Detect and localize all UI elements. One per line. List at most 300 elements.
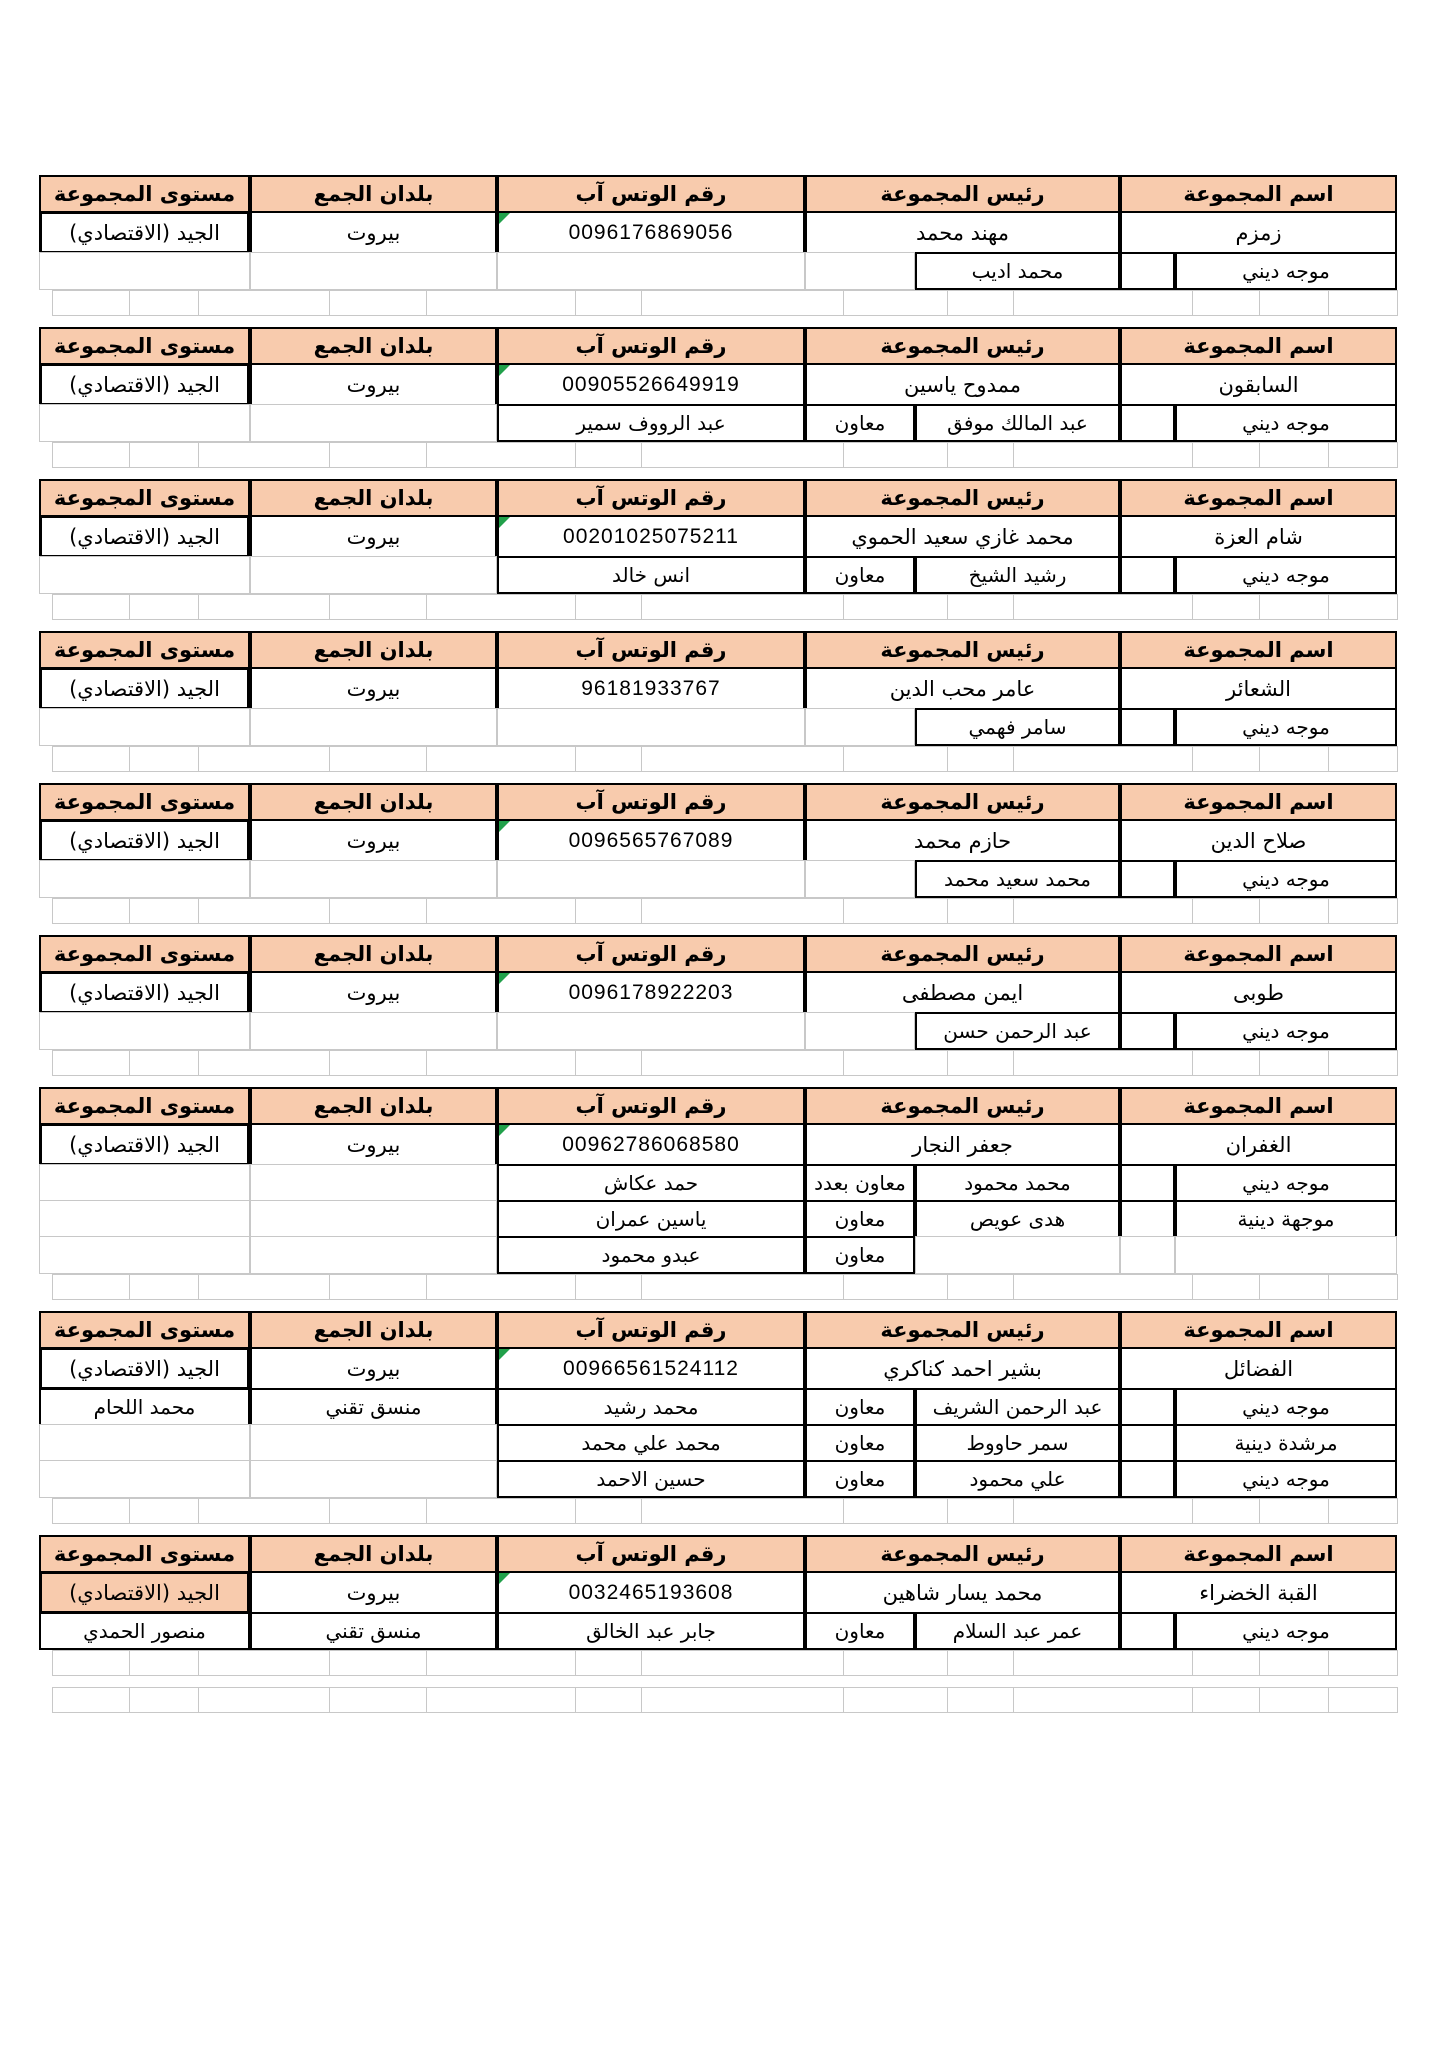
empty-grid-cell[interactable] xyxy=(329,1498,427,1524)
column-header-whatsapp[interactable]: رقم الوتس آب xyxy=(497,631,805,669)
group-name-cell[interactable]: القبة الخضراء xyxy=(1120,1571,1397,1614)
assistant-cell[interactable]: معاون xyxy=(805,1424,915,1462)
empty-grid-cell[interactable] xyxy=(129,1498,199,1524)
level-cell[interactable]: الجيد (الاقتصادي) xyxy=(39,819,250,862)
empty-grid-cell[interactable] xyxy=(129,746,199,772)
column-header-leader[interactable]: رئيس المجموعة xyxy=(805,783,1120,821)
leader-cell[interactable]: ايمن مصطفى xyxy=(805,971,1120,1014)
staff-person-cell[interactable]: محمد اديب xyxy=(915,252,1120,290)
staff-role-cell[interactable]: موجه ديني xyxy=(1175,404,1397,442)
empty-grid-cell[interactable] xyxy=(1328,1274,1398,1300)
column-header-level[interactable]: مستوى المجموعة xyxy=(39,631,250,669)
country-cell[interactable]: بيروت xyxy=(250,819,497,862)
empty-grid-cell[interactable] xyxy=(426,1650,576,1676)
country-cell[interactable]: بيروت xyxy=(250,1347,497,1390)
empty-grid-cell[interactable] xyxy=(1259,594,1329,620)
column-header-group-name[interactable]: اسم المجموعة xyxy=(1120,631,1397,669)
empty-grid-cell[interactable] xyxy=(947,1687,1014,1713)
staff-second-person-cell[interactable]: محمد رشيد xyxy=(497,1388,805,1426)
group-name-cell[interactable]: الشعائر xyxy=(1120,667,1397,710)
empty-grid-cell[interactable] xyxy=(843,1650,948,1676)
empty-grid-cell[interactable] xyxy=(329,1650,427,1676)
assistant-cell[interactable]: معاون xyxy=(805,404,915,442)
empty-grid-cell[interactable] xyxy=(1013,1650,1193,1676)
empty-grid-cell[interactable] xyxy=(843,1498,948,1524)
staff-second-person-cell[interactable]: عبد الرووف سمير xyxy=(497,404,805,442)
column-header-whatsapp[interactable]: رقم الوتس آب xyxy=(497,935,805,973)
empty-grid-cell[interactable] xyxy=(198,1498,330,1524)
empty-grid-cell[interactable] xyxy=(1192,1687,1260,1713)
empty-grid-cell[interactable] xyxy=(1192,746,1260,772)
column-header-whatsapp[interactable]: رقم الوتس آب xyxy=(497,479,805,517)
tech-role-cell[interactable]: منسق تقني xyxy=(250,1388,497,1426)
empty-grid-cell[interactable] xyxy=(426,898,576,924)
empty-grid-cell[interactable] xyxy=(1013,1274,1193,1300)
assistant-cell[interactable]: معاون xyxy=(805,1200,915,1238)
tech-person-cell[interactable] xyxy=(39,708,250,746)
column-header-level[interactable]: مستوى المجموعة xyxy=(39,783,250,821)
empty-grid-cell[interactable] xyxy=(426,1050,576,1076)
column-header-whatsapp[interactable]: رقم الوتس آب xyxy=(497,327,805,365)
empty-grid-cell[interactable] xyxy=(1328,1498,1398,1524)
column-header-leader[interactable]: رئيس المجموعة xyxy=(805,1311,1120,1349)
assistant-cell[interactable] xyxy=(805,860,915,898)
column-header-level[interactable]: مستوى المجموعة xyxy=(39,1535,250,1573)
staff-role-spacer-cell xyxy=(1120,1612,1175,1650)
staff-person-cell[interactable]: سامر فهمي xyxy=(915,708,1120,746)
column-header-group-name[interactable]: اسم المجموعة xyxy=(1120,935,1397,973)
empty-grid-cell[interactable] xyxy=(1013,594,1193,620)
assistant-cell[interactable]: معاون xyxy=(805,1460,915,1498)
empty-grid-cell[interactable] xyxy=(1192,1274,1260,1300)
empty-grid-cell[interactable] xyxy=(1328,1650,1398,1676)
empty-grid-cell[interactable] xyxy=(1328,442,1398,468)
staff-role-cell[interactable]: موجه ديني xyxy=(1175,1612,1397,1650)
assistant-cell[interactable]: معاون xyxy=(805,1388,915,1426)
tech-role-cell[interactable] xyxy=(250,556,497,594)
column-header-leader[interactable]: رئيس المجموعة xyxy=(805,1535,1120,1573)
empty-grid-cell[interactable] xyxy=(843,1050,948,1076)
empty-grid-cell[interactable] xyxy=(198,290,330,316)
column-header-leader[interactable]: رئيس المجموعة xyxy=(805,631,1120,669)
empty-grid-cell[interactable] xyxy=(1192,290,1260,316)
column-header-group-name[interactable]: اسم المجموعة xyxy=(1120,1087,1397,1125)
empty-grid-cell[interactable] xyxy=(641,1274,844,1300)
empty-grid-cell[interactable] xyxy=(947,1498,1014,1524)
tech-role-cell[interactable] xyxy=(250,860,497,898)
tech-person-cell[interactable] xyxy=(39,1236,250,1274)
empty-grid-cell[interactable] xyxy=(1328,1687,1398,1713)
group-name-cell[interactable]: زمزم xyxy=(1120,211,1397,254)
staff-person-cell[interactable] xyxy=(915,1236,1120,1274)
empty-grid-cell[interactable] xyxy=(1192,898,1260,924)
group-name-cell[interactable]: صلاح الدين xyxy=(1120,819,1397,862)
assistant-cell[interactable]: معاون xyxy=(805,1612,915,1650)
leader-cell[interactable]: جعفر النجار xyxy=(805,1123,1120,1166)
empty-grid-cell[interactable] xyxy=(198,594,330,620)
staff-person-cell[interactable]: عمر عبد السلام xyxy=(915,1612,1120,1650)
column-header-level[interactable]: مستوى المجموعة xyxy=(39,327,250,365)
level-cell[interactable]: الجيد (الاقتصادي) xyxy=(39,667,250,710)
leader-cell[interactable]: بشير احمد كناكري xyxy=(805,1347,1120,1390)
column-header-group-name[interactable]: اسم المجموعة xyxy=(1120,1311,1397,1349)
group-name-cell[interactable]: السابقون xyxy=(1120,363,1397,406)
empty-grid-cell[interactable] xyxy=(129,290,199,316)
empty-grid-cell[interactable] xyxy=(52,1498,130,1524)
whatsapp-cell[interactable]: 00966561524112 xyxy=(497,1347,805,1390)
empty-grid-cell[interactable] xyxy=(947,442,1014,468)
staff-second-person-cell[interactable]: عبدو محمود xyxy=(497,1236,805,1274)
tech-role-cell[interactable] xyxy=(250,1200,497,1238)
column-header-countries[interactable]: بلدان الجمع xyxy=(250,783,497,821)
column-header-whatsapp[interactable]: رقم الوتس آب xyxy=(497,783,805,821)
country-cell[interactable]: بيروت xyxy=(250,211,497,254)
empty-grid-cell[interactable] xyxy=(129,898,199,924)
tech-role-cell[interactable] xyxy=(250,1236,497,1274)
staff-second-person-cell[interactable] xyxy=(497,252,805,290)
empty-grid-cell[interactable] xyxy=(52,442,130,468)
empty-grid-cell[interactable] xyxy=(1013,442,1193,468)
staff-person-cell[interactable]: سمر حاووط xyxy=(915,1424,1120,1462)
empty-grid-cell[interactable] xyxy=(1192,442,1260,468)
empty-grid-cell[interactable] xyxy=(947,898,1014,924)
tech-role-cell[interactable] xyxy=(250,1164,497,1202)
leader-cell[interactable]: محمد غازي سعيد الحموي xyxy=(805,515,1120,558)
empty-grid-cell[interactable] xyxy=(843,898,948,924)
empty-grid-cell[interactable] xyxy=(198,746,330,772)
whatsapp-cell[interactable]: 00962786068580 xyxy=(497,1123,805,1166)
staff-person-cell[interactable]: محمد محمود xyxy=(915,1164,1120,1202)
empty-grid-cell[interactable] xyxy=(1259,1650,1329,1676)
staff-role-cell[interactable]: موجه ديني xyxy=(1175,252,1397,290)
column-header-leader[interactable]: رئيس المجموعة xyxy=(805,1087,1120,1125)
staff-role-cell[interactable]: موجه ديني xyxy=(1175,708,1397,746)
column-header-group-name[interactable]: اسم المجموعة xyxy=(1120,327,1397,365)
assistant-cell[interactable] xyxy=(805,708,915,746)
staff-role-cell[interactable]: موجه ديني xyxy=(1175,1460,1397,1498)
empty-grid-cell[interactable] xyxy=(1013,290,1193,316)
empty-grid-cell[interactable] xyxy=(641,442,844,468)
empty-grid-cell[interactable] xyxy=(843,746,948,772)
column-header-countries[interactable]: بلدان الجمع xyxy=(250,935,497,973)
leader-cell[interactable]: عامر محب الدين xyxy=(805,667,1120,710)
column-header-countries[interactable]: بلدان الجمع xyxy=(250,175,497,213)
staff-second-person-cell[interactable] xyxy=(497,708,805,746)
whatsapp-cell[interactable]: 00201025075211 xyxy=(497,515,805,558)
assistant-cell[interactable]: معاون بعدد xyxy=(805,1164,915,1202)
staff-person-cell[interactable]: عبد المالك موفق xyxy=(915,404,1120,442)
column-header-leader[interactable]: رئيس المجموعة xyxy=(805,479,1120,517)
group-name-cell[interactable]: الغفران xyxy=(1120,1123,1397,1166)
empty-grid-cell[interactable] xyxy=(641,746,844,772)
empty-grid-cell[interactable] xyxy=(947,1050,1014,1076)
whatsapp-cell[interactable]: 0032465193608 xyxy=(497,1571,805,1614)
empty-grid-cell[interactable] xyxy=(1013,746,1193,772)
empty-grid-cell[interactable] xyxy=(329,1687,427,1713)
leader-cell[interactable]: ممدوح ياسين xyxy=(805,363,1120,406)
empty-grid-cell[interactable] xyxy=(1192,1498,1260,1524)
empty-grid-cell[interactable] xyxy=(198,1274,330,1300)
level-cell[interactable]: الجيد (الاقتصادي) xyxy=(39,971,250,1014)
tech-role-cell[interactable] xyxy=(250,1012,497,1050)
column-header-level[interactable]: مستوى المجموعة xyxy=(39,935,250,973)
staff-person-cell[interactable]: عبد الرحمن حسن xyxy=(915,1012,1120,1050)
empty-grid-cell[interactable] xyxy=(843,290,948,316)
empty-grid-cell[interactable] xyxy=(129,1650,199,1676)
tech-role-cell[interactable] xyxy=(250,1424,497,1462)
column-header-whatsapp[interactable]: رقم الوتس آب xyxy=(497,1311,805,1349)
staff-second-person-cell[interactable]: حسين الاحمد xyxy=(497,1460,805,1498)
staff-person-cell[interactable]: عبد الرحمن الشريف xyxy=(915,1388,1120,1426)
empty-grid-cell[interactable] xyxy=(426,1498,576,1524)
tech-person-cell[interactable] xyxy=(39,404,250,442)
empty-grid-cell[interactable] xyxy=(52,1274,130,1300)
column-header-whatsapp[interactable]: رقم الوتس آب xyxy=(497,1087,805,1125)
tech-role-cell[interactable] xyxy=(250,252,497,290)
group-name-cell[interactable]: شام العزة xyxy=(1120,515,1397,558)
whatsapp-cell[interactable]: 0096565767089 xyxy=(497,819,805,862)
level-cell[interactable]: الجيد (الاقتصادي) xyxy=(39,363,250,406)
empty-grid-cell[interactable] xyxy=(641,594,844,620)
empty-grid-cell[interactable] xyxy=(52,746,130,772)
empty-grid-cell[interactable] xyxy=(843,1687,948,1713)
whatsapp-cell[interactable]: 0096176869056 xyxy=(497,211,805,254)
staff-second-person-cell[interactable]: محمد علي محمد xyxy=(497,1424,805,1462)
empty-grid-cell[interactable] xyxy=(1328,1050,1398,1076)
country-cell[interactable]: بيروت xyxy=(250,971,497,1014)
column-header-countries[interactable]: بلدان الجمع xyxy=(250,631,497,669)
staff-role-cell[interactable]: موجه ديني xyxy=(1175,1012,1397,1050)
tech-role-cell[interactable] xyxy=(250,708,497,746)
empty-grid-cell[interactable] xyxy=(52,1650,130,1676)
empty-grid-cell[interactable] xyxy=(575,1650,642,1676)
empty-grid-cell[interactable] xyxy=(947,290,1014,316)
staff-role-cell[interactable]: موجه ديني xyxy=(1175,556,1397,594)
empty-grid-cell[interactable] xyxy=(1259,442,1329,468)
staff-person-cell[interactable]: هدى عويص xyxy=(915,1200,1120,1238)
level-cell[interactable]: الجيد (الاقتصادي) xyxy=(39,211,250,254)
staff-role-cell[interactable]: موجهة دينية xyxy=(1175,1200,1397,1238)
empty-grid-cell[interactable] xyxy=(198,1687,330,1713)
empty-grid-cell[interactable] xyxy=(329,1050,427,1076)
empty-grid-cell[interactable] xyxy=(1259,1050,1329,1076)
empty-grid-cell[interactable] xyxy=(129,594,199,620)
country-cell[interactable]: بيروت xyxy=(250,667,497,710)
empty-grid-cell[interactable] xyxy=(641,1650,844,1676)
assistant-cell[interactable] xyxy=(805,1012,915,1050)
tech-role-cell[interactable] xyxy=(250,404,497,442)
staff-second-person-cell[interactable]: جابر عبد الخالق xyxy=(497,1612,805,1650)
staff-second-person-cell[interactable] xyxy=(497,860,805,898)
empty-grid-cell[interactable] xyxy=(641,1498,844,1524)
empty-grid-cell[interactable] xyxy=(947,1274,1014,1300)
column-header-group-name[interactable]: اسم المجموعة xyxy=(1120,1535,1397,1573)
column-header-level[interactable]: مستوى المجموعة xyxy=(39,1087,250,1125)
tech-person-cell[interactable] xyxy=(39,1460,250,1498)
empty-grid-cell[interactable] xyxy=(641,290,844,316)
empty-grid-cell[interactable] xyxy=(329,290,427,316)
level-cell[interactable]: الجيد (الاقتصادي) xyxy=(39,1123,250,1166)
staff-role-cell[interactable]: موجه ديني xyxy=(1175,1388,1397,1426)
empty-grid-cell[interactable] xyxy=(575,290,642,316)
empty-grid-cell[interactable] xyxy=(1259,1687,1329,1713)
tech-person-cell[interactable] xyxy=(39,556,250,594)
empty-grid-cell[interactable] xyxy=(947,1650,1014,1676)
staff-role-cell[interactable] xyxy=(1175,1236,1397,1274)
empty-grid-cell[interactable] xyxy=(1013,1050,1193,1076)
column-header-countries[interactable]: بلدان الجمع xyxy=(250,1535,497,1573)
empty-grid-cell[interactable] xyxy=(52,594,130,620)
staff-person-cell[interactable]: علي محمود xyxy=(915,1460,1120,1498)
staff-role-cell[interactable]: موجه ديني xyxy=(1175,860,1397,898)
column-header-group-name[interactable]: اسم المجموعة xyxy=(1120,175,1397,213)
tech-person-cell[interactable] xyxy=(39,1424,250,1462)
empty-grid-cell[interactable] xyxy=(1013,898,1193,924)
country-cell[interactable]: بيروت xyxy=(250,515,497,558)
column-header-countries[interactable]: بلدان الجمع xyxy=(250,479,497,517)
tech-person-cell[interactable] xyxy=(39,1012,250,1050)
country-cell[interactable]: بيروت xyxy=(250,363,497,406)
empty-grid-cell[interactable] xyxy=(1259,898,1329,924)
empty-grid-cell[interactable] xyxy=(641,1050,844,1076)
column-header-leader[interactable]: رئيس المجموعة xyxy=(805,175,1120,213)
empty-grid-cell[interactable] xyxy=(329,594,427,620)
leader-cell[interactable]: محمد يسار شاهين xyxy=(805,1571,1120,1614)
staff-second-person-cell[interactable]: حمد عكاش xyxy=(497,1164,805,1202)
empty-grid-cell[interactable] xyxy=(52,290,130,316)
empty-grid-cell[interactable] xyxy=(198,1050,330,1076)
empty-grid-cell[interactable] xyxy=(1013,1498,1193,1524)
empty-grid-cell[interactable] xyxy=(1328,898,1398,924)
empty-grid-cell[interactable] xyxy=(129,1274,199,1300)
empty-grid-cell[interactable] xyxy=(1328,290,1398,316)
empty-grid-cell[interactable] xyxy=(426,442,576,468)
column-header-countries[interactable]: بلدان الجمع xyxy=(250,327,497,365)
empty-grid-cell[interactable] xyxy=(52,1687,130,1713)
tech-person-cell[interactable] xyxy=(39,252,250,290)
column-header-group-name[interactable]: اسم المجموعة xyxy=(1120,783,1397,821)
empty-grid-cell[interactable] xyxy=(575,1050,642,1076)
column-header-whatsapp[interactable]: رقم الوتس آب xyxy=(497,1535,805,1573)
empty-grid-cell[interactable] xyxy=(575,746,642,772)
staff-person-cell[interactable]: رشيد الشيخ xyxy=(915,556,1120,594)
tech-person-cell[interactable] xyxy=(39,1200,250,1238)
leader-cell[interactable]: حازم محمد xyxy=(805,819,1120,862)
empty-grid-cell[interactable] xyxy=(426,1274,576,1300)
empty-grid-cell[interactable] xyxy=(843,1274,948,1300)
empty-grid-cell[interactable] xyxy=(1328,746,1398,772)
empty-grid-cell[interactable] xyxy=(1192,1650,1260,1676)
empty-grid-cell[interactable] xyxy=(1259,746,1329,772)
whatsapp-cell[interactable]: 0096178922203 xyxy=(497,971,805,1014)
column-header-level[interactable]: مستوى المجموعة xyxy=(39,175,250,213)
empty-grid-cell[interactable] xyxy=(198,898,330,924)
empty-grid-cell[interactable] xyxy=(1259,1498,1329,1524)
column-header-group-name[interactable]: اسم المجموعة xyxy=(1120,479,1397,517)
empty-grid-cell[interactable] xyxy=(52,1050,130,1076)
empty-grid-cell[interactable] xyxy=(329,746,427,772)
column-header-leader[interactable]: رئيس المجموعة xyxy=(805,327,1120,365)
empty-grid-cell[interactable] xyxy=(329,898,427,924)
empty-grid-cell[interactable] xyxy=(1192,594,1260,620)
level-cell[interactable]: الجيد (الاقتصادي) xyxy=(39,515,250,558)
staff-second-person-cell[interactable]: انس خالد xyxy=(497,556,805,594)
empty-grid-cell[interactable] xyxy=(947,746,1014,772)
empty-grid-cell[interactable] xyxy=(575,898,642,924)
column-header-level[interactable]: مستوى المجموعة xyxy=(39,479,250,517)
tech-person-cell[interactable] xyxy=(39,860,250,898)
assistant-cell[interactable]: معاون xyxy=(805,1236,915,1274)
empty-grid-cell[interactable] xyxy=(843,594,948,620)
country-cell[interactable]: بيروت xyxy=(250,1571,497,1614)
empty-grid-cell[interactable] xyxy=(641,1687,844,1713)
staff-person-cell[interactable]: محمد سعيد محمد xyxy=(915,860,1120,898)
empty-grid-cell[interactable] xyxy=(329,1274,427,1300)
tech-role-cell[interactable] xyxy=(250,1460,497,1498)
empty-grid-cell[interactable] xyxy=(1328,594,1398,620)
level-cell[interactable]: الجيد (الاقتصادي) xyxy=(39,1571,250,1614)
empty-grid-cell[interactable] xyxy=(1013,1687,1193,1713)
staff-second-person-cell[interactable]: ياسين عمران xyxy=(497,1200,805,1238)
empty-grid-cell[interactable] xyxy=(129,442,199,468)
empty-grid-cell[interactable] xyxy=(575,594,642,620)
empty-grid-cell[interactable] xyxy=(575,442,642,468)
empty-grid-cell[interactable] xyxy=(843,442,948,468)
empty-grid-cell[interactable] xyxy=(129,1050,199,1076)
leader-cell[interactable]: مهند محمد xyxy=(805,211,1120,254)
column-header-countries[interactable]: بلدان الجمع xyxy=(250,1311,497,1349)
empty-grid-cell[interactable] xyxy=(329,442,427,468)
empty-grid-cell[interactable] xyxy=(641,898,844,924)
group-name-cell[interactable]: الفضائل xyxy=(1120,1347,1397,1390)
empty-grid-cell[interactable] xyxy=(575,1687,642,1713)
assistant-cell[interactable]: معاون xyxy=(805,556,915,594)
empty-grid-cell[interactable] xyxy=(947,594,1014,620)
empty-grid-cell[interactable] xyxy=(198,1650,330,1676)
level-cell[interactable]: الجيد (الاقتصادي) xyxy=(39,1347,250,1390)
staff-role-cell[interactable]: موجه ديني xyxy=(1175,1164,1397,1202)
whatsapp-cell[interactable]: 00905526649919 xyxy=(497,363,805,406)
empty-grid-cell[interactable] xyxy=(52,898,130,924)
whatsapp-cell[interactable]: 96181933767 xyxy=(497,667,805,710)
column-header-countries[interactable]: بلدان الجمع xyxy=(250,1087,497,1125)
column-header-level[interactable]: مستوى المجموعة xyxy=(39,1311,250,1349)
tech-person-cell[interactable]: محمد اللحام xyxy=(39,1388,250,1426)
assistant-cell[interactable] xyxy=(805,252,915,290)
empty-grid-cell[interactable] xyxy=(575,1274,642,1300)
staff-second-person-cell[interactable] xyxy=(497,1012,805,1050)
staff-row xyxy=(35,1200,1397,1238)
group-name-cell[interactable]: طوبى xyxy=(1120,971,1397,1014)
column-header-leader[interactable]: رئيس المجموعة xyxy=(805,935,1120,973)
empty-grid-cell[interactable] xyxy=(575,1498,642,1524)
column-header-whatsapp[interactable]: رقم الوتس آب xyxy=(497,175,805,213)
empty-grid-cell[interactable] xyxy=(1259,290,1329,316)
empty-grid-cell[interactable] xyxy=(426,594,576,620)
country-cell[interactable]: بيروت xyxy=(250,1123,497,1166)
empty-grid-cell[interactable] xyxy=(129,1687,199,1713)
tech-person-cell[interactable] xyxy=(39,1164,250,1202)
tech-person-cell[interactable]: منصور الحمدي xyxy=(39,1612,250,1650)
empty-grid-cell[interactable] xyxy=(1192,1050,1260,1076)
empty-grid-cell[interactable] xyxy=(426,746,576,772)
staff-role-cell[interactable]: مرشدة دينية xyxy=(1175,1424,1397,1462)
empty-grid-cell[interactable] xyxy=(426,290,576,316)
empty-grid-cell[interactable] xyxy=(426,1687,576,1713)
empty-grid-cell[interactable] xyxy=(1259,1274,1329,1300)
tech-role-cell[interactable]: منسق تقني xyxy=(250,1612,497,1650)
empty-grid-cell[interactable] xyxy=(198,442,330,468)
